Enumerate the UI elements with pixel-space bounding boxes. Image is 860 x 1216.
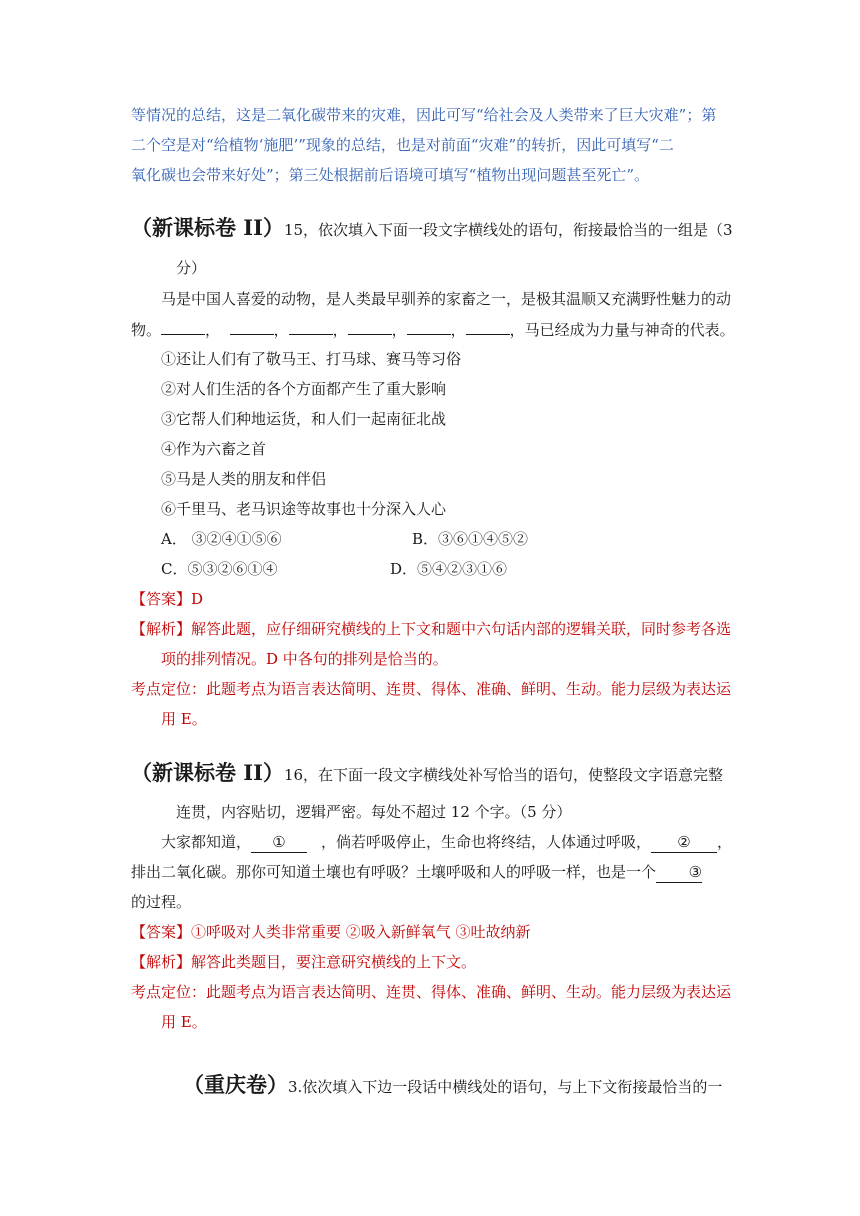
blank-line [407, 319, 451, 335]
q16-analysis: 【解析】解答此类题目，要注意研究横线的上下文。 [131, 953, 477, 971]
q15-passage-line-1: 马是中国人喜爱的动物，是人类最早驯养的家畜之一，是极其温顺又充满野性魅力的动 [161, 290, 732, 308]
q16-prompt-cont: 连贯，内容贴切，逻辑严密。每处不超过 12 个字。（5 分） [176, 803, 572, 821]
comma: ， [205, 321, 221, 339]
q16-prompt: 16，在下面一段文字横线处补写恰当的语句，使整段文字语意完整 [283, 766, 724, 784]
q16-point-line-1: 考点定位：此题考点为语言表达简明、连贯、得体、准确、鲜明、生动。能力层级为表达运 [131, 983, 732, 1001]
q15-heading [131, 213, 733, 245]
intro-line-1: 等情况的总结，这是二氧化碳带来的灾难，因此可写“给社会及人类带来了巨大灾难”；第 [131, 106, 717, 124]
q15-choice-a: A． ③②④①⑤⑥ [161, 530, 282, 548]
q16-passage-d: 排出二氧化碳。那你可知道土壤也有呼吸？土壤呼吸和人的呼吸一样，也是一个 [131, 863, 657, 881]
q15-analysis-line-1: 【解析】解答此题，应仔细研究横线的上下文和题中六句话内部的逻辑关联，同时参考各选 [131, 620, 732, 638]
q3-heading [183, 1070, 722, 1102]
q16-source: （新课标卷 II） [131, 760, 284, 785]
q15-passage-line-2 [131, 319, 735, 340]
q15-option-4: ④作为六畜之首 [161, 440, 267, 458]
q15-prompt: 15，依次填入下面一段文字横线处的语句，衔接最恰当的一组是（3 [283, 221, 733, 239]
q16-point-line-2: 用 E。 [161, 1013, 207, 1031]
q16-passage-b: ，倘若呼吸停止，生命也将终结，人体通过呼吸， [321, 833, 652, 851]
q16-passage-line-3: 的过程。 [131, 893, 192, 911]
q15-choice-d: D．⑤④②③①⑥ [390, 560, 508, 578]
q15-choice-b: B．③⑥①④⑤② [412, 530, 529, 548]
blank-line [161, 319, 205, 335]
q15-option-1: ①还让人们有了敬马王、打马球、赛马等习俗 [161, 350, 462, 368]
q16-passage-c: ， [717, 833, 733, 851]
q15-passage-start: 物。 [131, 321, 162, 339]
q16-passage-line-1 [161, 832, 732, 853]
q16-passage-a: 大家都知道， [161, 833, 252, 851]
q15-option-5: ⑤马是人类的朋友和伴侣 [161, 470, 327, 488]
q15-option-3: ③它帮人们种地运货，和人们一起南征北战 [161, 410, 447, 428]
q15-point-line-1: 考点定位：此题考点为语言表达简明、连贯、得体、准确、鲜明、生动。能力层级为表达运 [131, 680, 732, 698]
q16-answer: 【答案】①呼吸对人类非常重要 ②吸入新鲜氧气 ③吐故纳新 [131, 923, 531, 941]
q3-prompt: 3.依次填入下边一段话中横线处的语句，与上下文衔接最恰当的一 [288, 1078, 723, 1096]
blank-1: ① [251, 832, 307, 853]
intro-line-2: 二个空是对“给植物‘施肥’”现象的总结，也是对前面“灾难”的转折，因此可填写“二 [131, 136, 674, 154]
q15-source: （新课标卷 II） [131, 215, 284, 240]
comma: ， [450, 321, 466, 339]
q16-passage-line-2 [131, 862, 702, 883]
blank-line [466, 319, 510, 335]
q3-source: （重庆卷） [183, 1072, 288, 1097]
q15-prompt-cont: 分） [176, 259, 207, 277]
intro-line-3: 氧化碳也会带来好处”；第三处根据前后语境可填写“植物出现问题甚至死亡”。 [131, 166, 650, 184]
blank-2: ② [651, 832, 717, 853]
q15-answer: 【答案】D [131, 590, 204, 608]
blank-3: ③ [656, 862, 702, 883]
blank-line [230, 319, 274, 335]
comma: ， [273, 321, 289, 339]
blank-line [348, 319, 392, 335]
comma: ， [391, 321, 407, 339]
q16-heading [131, 758, 723, 790]
blank-line [289, 319, 333, 335]
q15-point-line-2: 用 E。 [161, 710, 207, 728]
q15-passage-end: ，马已经成为力量与神奇的代表。 [509, 321, 735, 339]
comma: ， [332, 321, 348, 339]
q15-choice-c: C．⑤③②⑥①④ [161, 560, 278, 578]
q15-analysis-line-2: 项的排列情况。D 中各句的排列是恰当的。 [161, 650, 448, 668]
q15-option-2: ②对人们生活的各个方面都产生了重大影响 [161, 380, 447, 398]
q15-option-6: ⑥千里马、老马识途等故事也十分深入人心 [161, 500, 447, 518]
